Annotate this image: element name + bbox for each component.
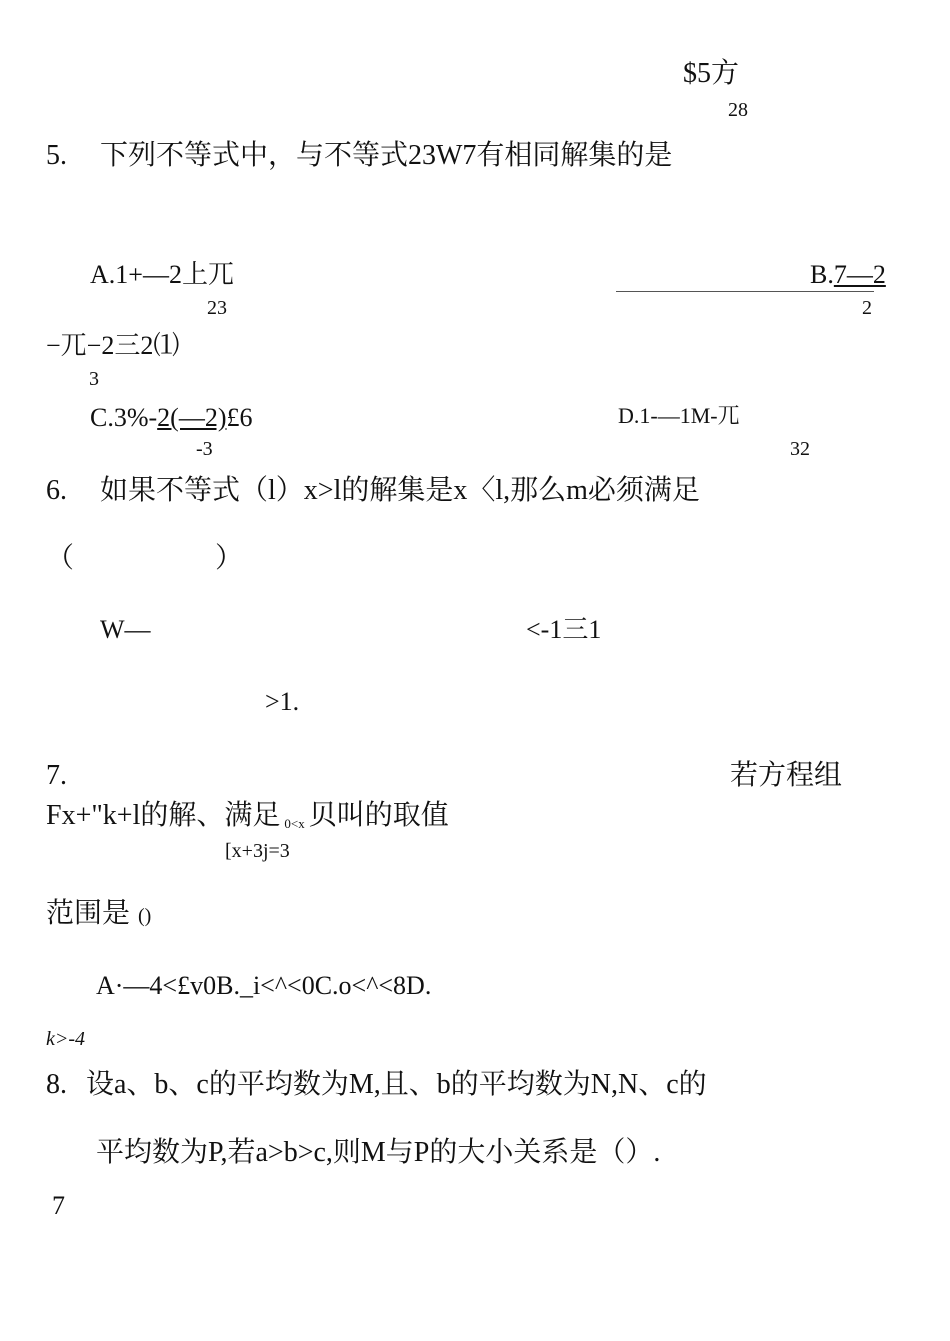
q7-line-1-small: 0<x (284, 816, 305, 831)
q7-sub-equation: [x+3j=3 (225, 840, 290, 862)
top-fragment: $5方 (683, 58, 740, 89)
q5-option-d: D.1-—1M-兀 (618, 403, 740, 428)
q5-option-b (810, 262, 886, 288)
q7-options: A·—4<£v0B._i<^<0C.o<^<8D. (96, 971, 432, 1000)
q5-option-c-suffix: £6 (226, 403, 253, 432)
q5-number: 5. (46, 140, 67, 171)
q6-paren-close: ） (215, 543, 244, 574)
q7-line-1-start: Fx+"k+l的解、满足 (46, 800, 281, 831)
q7-line-1 (46, 802, 449, 830)
q5-option-b-prefix: B. (810, 260, 834, 289)
q5-option-d-sub: 32 (790, 438, 810, 460)
q5-line-2-sub: 3 (89, 368, 99, 390)
q5-option-b-fraction: 7—2 (833, 260, 886, 289)
q5-option-b-sub: 2 (862, 297, 872, 319)
q7-number: 7. (46, 760, 67, 791)
q7-paren: () (138, 905, 152, 927)
q5-option-c-fraction: 2(—2) (157, 403, 227, 432)
q5-option-a: A.1+—2上兀 (90, 260, 234, 289)
q5-line-2: −兀−2三2⑴ (46, 331, 180, 360)
q8-line-2: 平均数为P,若a>b>c,则M与P的大小关系是（）. (96, 1137, 661, 1168)
q5-stem: 下列不等式中，与不等式23W7有相同解集的是 (100, 140, 673, 171)
q6-paren-open: （ (46, 543, 75, 574)
q6-stem: 如果不等式（l）x>l的解集是x〈l,那么m必须满足 (100, 475, 700, 506)
q6-option-b: <-1三1 (526, 615, 602, 644)
q5-option-c-prefix: C.3%- (90, 403, 158, 432)
q7-range-label: 范围是 (46, 898, 131, 929)
q6-number: 6. (46, 475, 67, 506)
q7-stem-right: 若方程组 (730, 760, 843, 791)
q5-option-c-sub: -3 (196, 438, 213, 460)
q7-option-d: k>-4 (46, 1028, 86, 1050)
q5-option-b-rule (616, 291, 874, 292)
q5-option-a-sub: 23 (207, 297, 227, 319)
q5-option-c (90, 405, 253, 431)
q8-line-1: 设a、b、c的平均数为M,且、b的平均数为N,N、c的 (86, 1069, 707, 1100)
q8-number: 8. (46, 1069, 67, 1100)
q6-option-c: >1. (265, 687, 300, 716)
page-number: 7 (52, 1191, 65, 1220)
q7-line-1-end: 贝叫的取值 (308, 800, 449, 831)
q7-line-2 (46, 900, 151, 928)
q6-option-a: W— (100, 615, 151, 644)
top-fragment-sub: 28 (728, 99, 748, 121)
